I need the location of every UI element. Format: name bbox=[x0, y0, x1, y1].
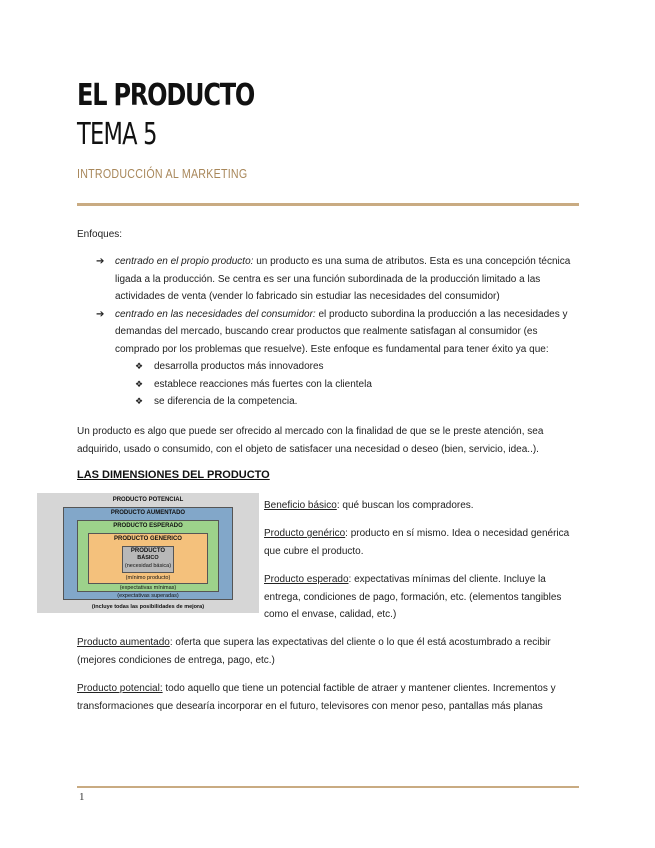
diamond-bullet-icon: ❖ bbox=[135, 361, 144, 371]
dimension-text: : expectativas mínimas del cliente. Incluye la entrega, condiciones de pago, formación, etc. (elementos tangibles como el envase, calidad, etc.) bbox=[264, 574, 562, 620]
diagram-note-esperado: (expectativas mínimas) bbox=[119, 585, 177, 591]
approach-term: centrado en el propio producto: bbox=[115, 256, 254, 267]
approach-item-consumer bbox=[77, 306, 577, 359]
product-definition: Un producto es algo que puede ser ofrecido al mercado con la finalidad de que se le preste atención, sea adquirido, usado o consumido, con el objeto de satisfacer una necesidad o deseo (bien, servicio, idea..). bbox=[77, 426, 544, 455]
page-subtitle: TEMA 5 bbox=[77, 117, 157, 152]
arrow-bullet-icon: ➔ bbox=[96, 256, 105, 267]
diagram-label-basico2: BÁSICO bbox=[137, 555, 159, 561]
approach-item-product bbox=[77, 253, 577, 306]
dimension-esperado bbox=[264, 571, 579, 624]
intro-label: Enfoques: bbox=[77, 229, 123, 240]
dimension-aumentado bbox=[77, 634, 577, 669]
course-name: INTRODUCCIÓN AL MARKETING bbox=[77, 166, 248, 181]
dimension-term: Producto aumentado bbox=[77, 637, 170, 648]
dimension-text: todo aquello que tiene un potencial factible de atraer y mantener clientes. Incrementos y transformaciones que desearía incorporar en el futuro, televisores con menor peso, pantallas más planas bbox=[77, 683, 556, 712]
benefits-list bbox=[77, 358, 577, 411]
dimension-generico bbox=[264, 525, 579, 560]
page-title: EL PRODUCTO bbox=[77, 78, 255, 113]
approach-text: un producto es una suma de atributos. Esta es una concepción técnica ligada a la producción. Se centra es ser una función subordinada de la producción limitado a las actividades de venta (vender lo fabricado sin estudiar las necesidades del consumidor) bbox=[115, 256, 571, 302]
diagram-level-aumentado bbox=[63, 507, 233, 600]
diagram-label-basico: PRODUCTO bbox=[130, 548, 166, 554]
dimension-term: Beneficio básico bbox=[264, 500, 337, 511]
diagram-label-esperado: PRODUCTO ESPERADO bbox=[113, 523, 183, 529]
header-divider bbox=[77, 203, 579, 206]
approach-term: centrado en las necesidades del consumidor: bbox=[115, 308, 316, 320]
diagram-note-generico: (mínimo producto) bbox=[125, 575, 171, 581]
dimension-text: : producto en sí mismo. Idea o necesidad genérica que cubre el producto. bbox=[264, 528, 570, 557]
diagram-label-generico: PRODUCTO GENERICO bbox=[114, 536, 182, 542]
section-title: LAS DIMENSIONES DEL PRODUCTO bbox=[77, 469, 270, 481]
diagram-note-basico: (necesidad básica) bbox=[124, 563, 172, 569]
dimension-term: Producto genérico bbox=[264, 528, 346, 539]
dimension-text: : qué buscan los compradores. bbox=[336, 500, 474, 511]
diagram-note-aumentado: (expectativas superadas) bbox=[117, 593, 179, 599]
list-item bbox=[77, 376, 577, 394]
list-item-text: establece reacciones más fuertes con la clientela bbox=[154, 378, 372, 390]
list-item bbox=[77, 358, 577, 376]
approaches-list bbox=[77, 253, 577, 411]
list-item bbox=[77, 393, 577, 411]
diagram-level-esperado bbox=[77, 520, 219, 592]
diagram-level-basico bbox=[122, 546, 174, 573]
list-item-text: se diferencia de la competencia. bbox=[154, 396, 298, 407]
diamond-bullet-icon: ❖ bbox=[135, 378, 144, 389]
dimension-text: : oferta que supera las expectativas del cliente o lo que él está acostumbrado a recibir (mejores condiciones de entrega, pago, etc.) bbox=[77, 637, 551, 666]
footer-divider bbox=[77, 786, 579, 788]
dimension-term: Producto potencial: bbox=[77, 683, 163, 694]
diagram-label-potencial: PRODUCTO POTENCIAL bbox=[112, 497, 184, 503]
list-item-text: desarrolla productos más innovadores bbox=[154, 361, 324, 372]
page-number: 1 bbox=[79, 791, 85, 803]
diagram-note-potencial: (incluye todas las posibilidades de mejora) bbox=[91, 604, 205, 610]
arrow-bullet-icon: ➔ bbox=[96, 308, 105, 320]
dimension-basico bbox=[264, 497, 579, 515]
dimension-term: Producto esperado bbox=[264, 574, 349, 585]
dimension-potencial bbox=[77, 680, 577, 715]
diagram-level-generico bbox=[88, 533, 208, 584]
approach-text: el producto subordina la producción a las necesidades y demandas del mercado, buscando crear productos que realmente satisfagan al consumidor (es comprado por los problemas que resuelve). Este enfoque es fundamental para tener éxito ya que: bbox=[115, 308, 568, 355]
diagram-label-aumentado: PRODUCTO AUMENTADO bbox=[110, 510, 186, 516]
diamond-bullet-icon: ❖ bbox=[135, 396, 144, 406]
product-levels-diagram bbox=[37, 493, 259, 613]
